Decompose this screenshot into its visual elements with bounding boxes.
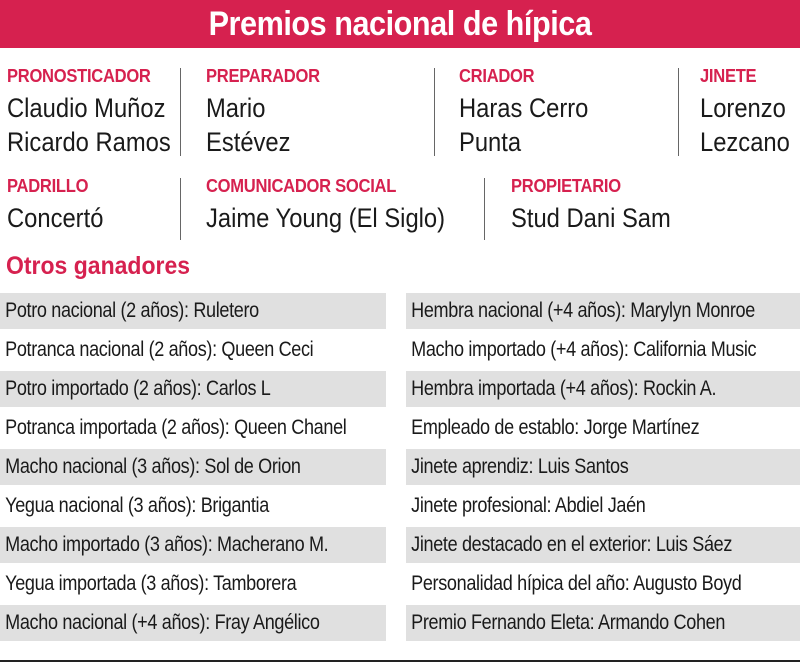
award-winner: Mario xyxy=(206,93,266,123)
list-item: Macho nacional (+4 años): Fray Angélico xyxy=(0,605,386,641)
list-item: Empleado de establo: Jorge Martínez xyxy=(411,416,700,439)
list-item: Jinete profesional: Abdiel Jaén xyxy=(411,494,646,517)
award-winner: Ricardo Ramos xyxy=(7,127,171,157)
column-divider xyxy=(180,178,181,240)
page-title: Premios nacional de hípica xyxy=(208,5,592,43)
award-label: COMUNICADOR SOCIAL xyxy=(206,176,397,196)
award-winner: Haras Cerro xyxy=(459,93,589,123)
list-item: Potro importado (2 años): Carlos L xyxy=(0,371,386,407)
award-winner: Lorenzo xyxy=(700,93,786,123)
bottom-rule xyxy=(0,660,800,662)
header-bar xyxy=(0,0,800,48)
column-divider xyxy=(434,68,435,156)
section-title-otros-ganadores: Otros ganadores xyxy=(6,252,191,280)
award-label: PRONOSTICADOR xyxy=(7,66,151,86)
award-label: JINETE xyxy=(700,66,757,86)
column-divider xyxy=(180,68,181,156)
award-winner: Lezcano xyxy=(700,127,790,157)
list-item: Macho importado (3 años): Macherano M. xyxy=(0,527,386,563)
list-item: Hembra importada (+4 años): Rockin A. xyxy=(406,371,800,407)
column-divider xyxy=(678,68,679,156)
award-winner: Concertó xyxy=(7,203,104,233)
list-item: Personalidad hípica del año: Augusto Boyd xyxy=(411,572,742,595)
award-winner: Punta xyxy=(459,127,522,157)
list-item: Yegua importada (3 años): Tamborera xyxy=(5,572,297,595)
list-item: Premio Fernando Eleta: Armando Cohen xyxy=(406,605,800,641)
award-winner: Jaime Young (El Siglo) xyxy=(206,203,446,233)
award-winner: Claudio Muñoz xyxy=(7,93,166,123)
list-item: Potranca importada (2 años): Queen Chanel xyxy=(5,416,347,439)
list-item: Yegua nacional (3 años): Brigantia xyxy=(5,494,269,517)
award-label: PREPARADOR xyxy=(206,66,320,86)
award-label: PROPIETARIO xyxy=(511,176,621,196)
award-label: CRIADOR xyxy=(459,66,535,86)
column-divider xyxy=(484,178,485,240)
list-item: Jinete aprendiz: Luis Santos xyxy=(406,449,800,485)
list-item: Potranca nacional (2 años): Queen Ceci xyxy=(5,338,314,361)
list-item: Hembra nacional (+4 años): Marylyn Monroe xyxy=(406,293,800,329)
list-item: Macho importado (+4 años): California Music xyxy=(411,338,757,361)
award-label: PADRILLO xyxy=(7,176,89,196)
list-item: Jinete destacado en el exterior: Luis Sáez xyxy=(406,527,800,563)
list-item: Macho nacional (3 años): Sol de Orion xyxy=(0,449,386,485)
list-item: Potro nacional (2 años): Ruletero xyxy=(0,293,386,329)
award-winner: Stud Dani Sam xyxy=(511,203,671,233)
award-winner: Estévez xyxy=(206,127,291,157)
